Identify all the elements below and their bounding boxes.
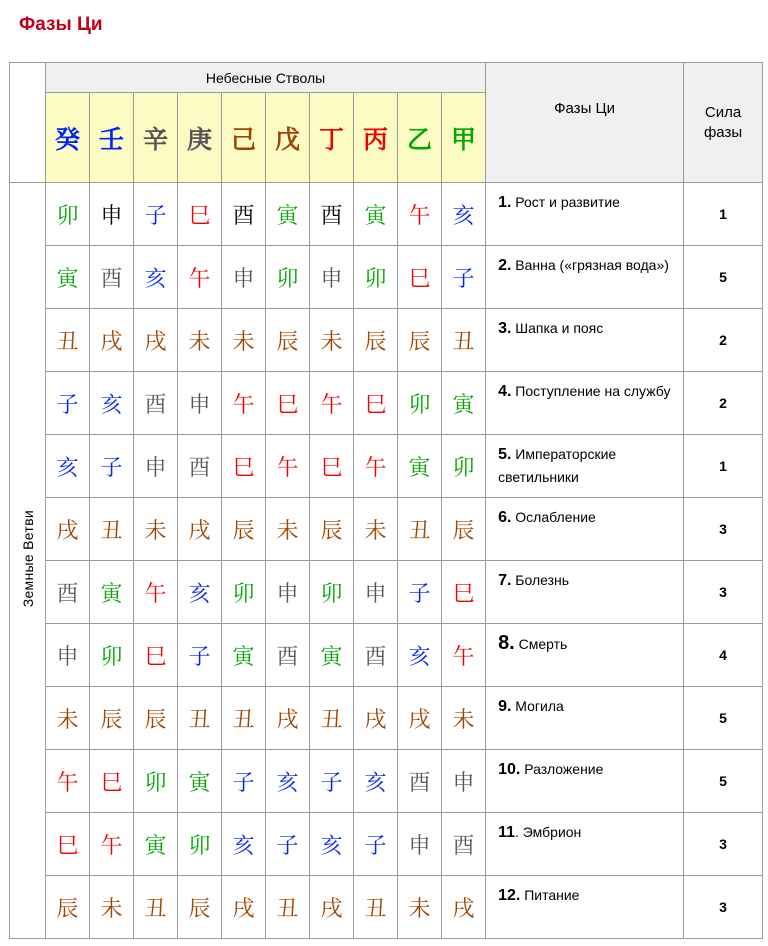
branch-cell: 卯: [90, 624, 134, 687]
phase-force: 2: [684, 309, 763, 372]
branch-cell: 午: [178, 246, 222, 309]
stem-cell: 戊: [266, 93, 310, 183]
branch-cell: 子: [310, 750, 354, 813]
stem-cell: 癸: [46, 93, 90, 183]
branch-cell: 戌: [442, 876, 486, 939]
branch-cell: 未: [354, 498, 398, 561]
branch-cell: 酉: [310, 183, 354, 246]
phase-number: 12.: [498, 887, 521, 904]
branch-cell: 卯: [46, 183, 90, 246]
branch-cell: 午: [46, 750, 90, 813]
branch-cell: 未: [398, 876, 442, 939]
branch-cell: 巳: [442, 561, 486, 624]
branch-cell: 寅: [178, 750, 222, 813]
phase-name: . Эмбрион: [514, 824, 582, 840]
qi-phases-table: [9, 62, 763, 939]
branch-cell: 辰: [178, 876, 222, 939]
phase-force: 3: [684, 876, 763, 939]
branch-cell: 酉: [178, 435, 222, 498]
branch-cell: 丑: [178, 687, 222, 750]
branch-cell: 未: [134, 498, 178, 561]
branch-cell: 酉: [46, 561, 90, 624]
branch-cell: 寅: [90, 561, 134, 624]
branch-cell: 申: [398, 813, 442, 876]
phase-number: 6.: [498, 509, 512, 526]
branch-cell: 戌: [398, 687, 442, 750]
branch-cell: 酉: [90, 246, 134, 309]
branch-cell: 子: [90, 435, 134, 498]
branch-cell: 寅: [398, 435, 442, 498]
phase-cell: [486, 498, 684, 561]
phase-cell: [486, 561, 684, 624]
phase-force: 1: [684, 183, 763, 246]
force-header-line2: фазы: [703, 123, 743, 141]
branch-cell: 卯: [398, 372, 442, 435]
branch-cell: 辰: [442, 498, 486, 561]
branch-cell: 子: [222, 750, 266, 813]
stem-cell: 乙: [398, 93, 442, 183]
branch-cell: 申: [222, 246, 266, 309]
phase-number: 11: [498, 824, 515, 841]
branch-cell: 戌: [310, 876, 354, 939]
branch-cell: 亥: [178, 561, 222, 624]
branch-cell: 未: [266, 498, 310, 561]
branch-cell: 巳: [310, 435, 354, 498]
phase-cell: [486, 435, 684, 498]
branch-cell: 丑: [354, 876, 398, 939]
phase-name: Болезнь: [511, 572, 570, 588]
branch-cell: 午: [442, 624, 486, 687]
table-row: [10, 372, 763, 435]
branch-cell: 戌: [90, 309, 134, 372]
branch-cell: 巳: [178, 183, 222, 246]
phase-force: 1: [684, 435, 763, 498]
table-row: [10, 624, 763, 687]
corner-cell: [10, 63, 46, 183]
branch-cell: 亥: [222, 813, 266, 876]
phase-force: 3: [684, 498, 763, 561]
branch-cell: 酉: [222, 183, 266, 246]
branch-cell: 午: [134, 561, 178, 624]
branch-cell: 亥: [398, 624, 442, 687]
branch-cell: 辰: [310, 498, 354, 561]
branch-cell: 卯: [222, 561, 266, 624]
branch-cell: 卯: [354, 246, 398, 309]
stem-cell: 丁: [310, 93, 354, 183]
phase-force: 5: [684, 687, 763, 750]
branch-cell: 丑: [90, 498, 134, 561]
table-row: [10, 813, 763, 876]
phase-name: Ослабление: [511, 509, 596, 525]
branch-cell: 午: [354, 435, 398, 498]
branch-cell: 巳: [90, 750, 134, 813]
branch-cell: 戌: [178, 498, 222, 561]
branch-cell: 辰: [222, 498, 266, 561]
table-row: [10, 183, 763, 246]
branch-cell: 未: [222, 309, 266, 372]
branch-cell: 申: [178, 372, 222, 435]
branch-cell: 寅: [222, 624, 266, 687]
branch-cell: 子: [134, 183, 178, 246]
phases-header-label: Фазы Ци: [554, 100, 615, 117]
branch-cell: 丑: [134, 876, 178, 939]
branch-cell: 酉: [442, 813, 486, 876]
branch-cell: 辰: [266, 309, 310, 372]
branch-cell: 巳: [266, 372, 310, 435]
phase-force: 5: [684, 750, 763, 813]
branch-cell: 卯: [134, 750, 178, 813]
phase-name: Поступление на службу: [511, 383, 671, 399]
phase-name: Могила: [511, 698, 564, 714]
branch-cell: 辰: [46, 876, 90, 939]
branch-cell: 辰: [134, 687, 178, 750]
phase-force: 3: [684, 561, 763, 624]
branch-cell: 辰: [90, 687, 134, 750]
branch-cell: 丑: [266, 876, 310, 939]
branch-cell: 未: [90, 876, 134, 939]
phase-cell: [486, 246, 684, 309]
branch-cell: 丑: [310, 687, 354, 750]
phase-cell: [486, 876, 684, 939]
stem-cell: 丙: [354, 93, 398, 183]
branch-cell: 子: [266, 813, 310, 876]
branch-cell: 戌: [222, 876, 266, 939]
phase-cell: [486, 687, 684, 750]
branch-cell: 亥: [90, 372, 134, 435]
branch-cell: 巳: [222, 435, 266, 498]
phase-number: 9.: [498, 698, 512, 715]
branch-cell: 酉: [354, 624, 398, 687]
phase-name: Шапка и пояс: [511, 320, 604, 336]
branch-cell: 午: [398, 183, 442, 246]
table-row: [10, 246, 763, 309]
branch-cell: 亥: [46, 435, 90, 498]
force-header: [684, 63, 763, 183]
branch-cell: 丑: [398, 498, 442, 561]
branch-cell: 戌: [354, 687, 398, 750]
phase-name: Питание: [520, 887, 580, 903]
stem-cell: 辛: [134, 93, 178, 183]
phase-name: Рост и развитие: [511, 194, 620, 210]
branch-cell: 寅: [266, 183, 310, 246]
branch-cell: 戌: [266, 687, 310, 750]
branch-cell: 寅: [310, 624, 354, 687]
phase-number: 3.: [498, 320, 512, 337]
branch-cell: 子: [398, 561, 442, 624]
branch-cell: 亥: [354, 750, 398, 813]
phase-cell: [486, 309, 684, 372]
branch-cell: 子: [354, 813, 398, 876]
branch-cell: 巳: [46, 813, 90, 876]
branch-cell: 亥: [310, 813, 354, 876]
table-row: [10, 498, 763, 561]
branch-cell: 申: [266, 561, 310, 624]
branch-cell: 巳: [398, 246, 442, 309]
branch-cell: 亥: [134, 246, 178, 309]
branch-cell: 未: [46, 687, 90, 750]
stem-cell: 己: [222, 93, 266, 183]
branch-cell: 酉: [134, 372, 178, 435]
branch-cell: 丑: [46, 309, 90, 372]
branch-cell: 巳: [134, 624, 178, 687]
branch-cell: 亥: [442, 183, 486, 246]
branch-cell: 寅: [46, 246, 90, 309]
phase-name: Смерть: [514, 636, 568, 652]
table-row: [10, 561, 763, 624]
phase-cell: [486, 750, 684, 813]
branch-cell: 卯: [178, 813, 222, 876]
branch-cell: 戌: [134, 309, 178, 372]
stem-cell: 甲: [442, 93, 486, 183]
phase-force: 2: [684, 372, 763, 435]
phase-name: Разложение: [520, 761, 604, 777]
branch-cell: 酉: [398, 750, 442, 813]
page-title: Фазы Ци: [19, 14, 103, 35]
branch-cell: 卯: [442, 435, 486, 498]
branch-cell: 巳: [354, 372, 398, 435]
branch-cell: 寅: [442, 372, 486, 435]
branch-cell: 子: [46, 372, 90, 435]
branch-cell: 丑: [222, 687, 266, 750]
table-row: [10, 309, 763, 372]
phase-number: 5.: [498, 446, 512, 463]
stem-cell: 壬: [90, 93, 134, 183]
stem-cell: 庚: [178, 93, 222, 183]
branch-cell: 申: [46, 624, 90, 687]
phase-force: 5: [684, 246, 763, 309]
phase-number: 2.: [498, 257, 512, 274]
phase-number: 7.: [498, 572, 512, 589]
branches-side-label: [10, 183, 46, 939]
branch-cell: 子: [178, 624, 222, 687]
branch-cell: 申: [310, 246, 354, 309]
branch-cell: 辰: [398, 309, 442, 372]
branch-cell: 申: [90, 183, 134, 246]
phase-cell: [486, 183, 684, 246]
branch-cell: 申: [354, 561, 398, 624]
phase-number: 4.: [498, 383, 512, 400]
branch-cell: 午: [266, 435, 310, 498]
table-row: [10, 687, 763, 750]
phase-number: 1.: [498, 194, 512, 211]
phase-cell: [486, 813, 684, 876]
phase-cell: [486, 624, 684, 687]
branch-cell: 卯: [310, 561, 354, 624]
phase-name: Императорские светильники: [498, 446, 617, 485]
branch-cell: 未: [442, 687, 486, 750]
branch-cell: 卯: [266, 246, 310, 309]
table-row: [10, 750, 763, 813]
stems-header: Небесные Стволы: [46, 63, 486, 93]
branch-cell: 子: [442, 246, 486, 309]
branch-cell: 丑: [442, 309, 486, 372]
phase-number: 10.: [498, 761, 521, 778]
table-row: [10, 876, 763, 939]
branch-cell: 未: [178, 309, 222, 372]
branch-cell: 酉: [266, 624, 310, 687]
branch-cell: 午: [310, 372, 354, 435]
branch-cell: 亥: [266, 750, 310, 813]
branch-cell: 戌: [46, 498, 90, 561]
phase-name: Ванна («грязная вода»): [511, 257, 669, 273]
branch-cell: 寅: [134, 813, 178, 876]
branch-cell: 午: [222, 372, 266, 435]
branch-cell: 辰: [354, 309, 398, 372]
table-row: [10, 435, 763, 498]
phase-force: 3: [684, 813, 763, 876]
branch-cell: 申: [442, 750, 486, 813]
phases-header: [486, 63, 684, 183]
branch-cell: 未: [310, 309, 354, 372]
phase-force: 4: [684, 624, 763, 687]
branch-cell: 申: [134, 435, 178, 498]
branch-cell: 寅: [354, 183, 398, 246]
branch-cell: 午: [90, 813, 134, 876]
phase-number: 8.: [498, 632, 515, 654]
force-header-line1: Сила: [704, 103, 742, 121]
branches-label: Земные Ветви: [19, 509, 36, 608]
phase-cell: [486, 372, 684, 435]
